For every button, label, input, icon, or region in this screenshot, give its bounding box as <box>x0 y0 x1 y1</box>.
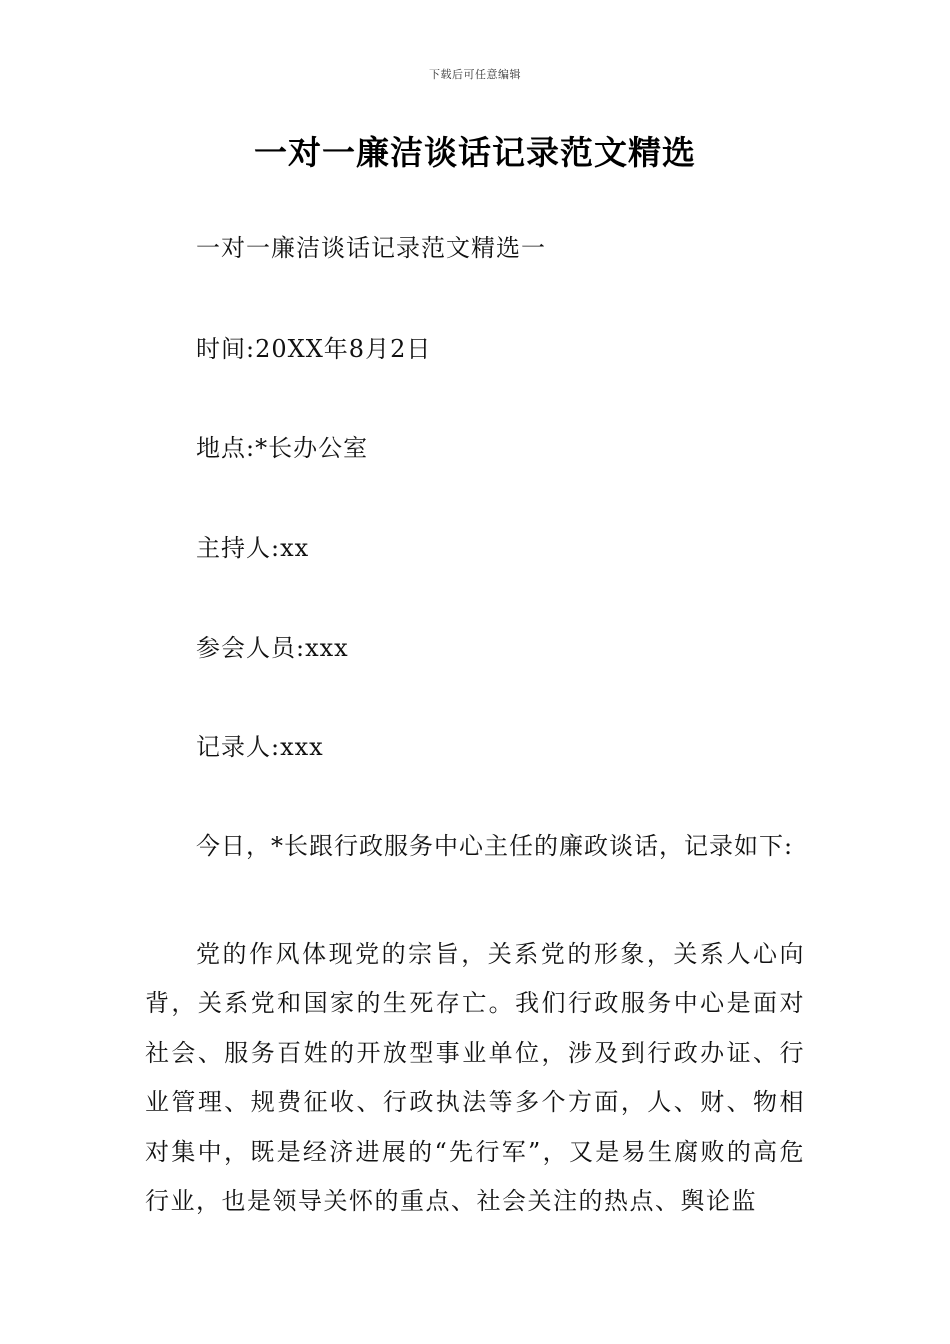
section-subtitle: 一对一廉洁谈话记录范文精选一 <box>196 234 546 262</box>
document-title: 一对一廉洁谈话记录范文精选 <box>254 133 696 172</box>
meta-place: 地点:*长办公室 <box>196 434 369 462</box>
meta-time: 时间:20XX年8月2日 <box>196 335 432 363</box>
meta-host: 主持人:xx <box>196 534 310 562</box>
meta-recorder: 记录人:xxx <box>196 733 324 761</box>
meta-attendees: 参会人员:xxx <box>196 634 349 662</box>
intro-line: 今日，*长跟行政服务中心主任的廉政谈话，记录如下: <box>196 832 794 860</box>
body-paragraph: 党的作风体现党的宗旨，关系党的形象，关系人心向背，关系党和国家的生死存亡。我们行政服务中心是面对社会、服务百姓的开放型事业单位，涉及到行政办证、行业管理、规费征收、行政执法等多个方面，人、财、物相对集中，既是经济进展的“先行军”，又是易生腐败的高危行业，也是领导关怀的重点、社会关注的热点、舆论监 <box>145 940 805 1216</box>
header-note: 下载后可任意编辑 <box>429 68 521 81</box>
